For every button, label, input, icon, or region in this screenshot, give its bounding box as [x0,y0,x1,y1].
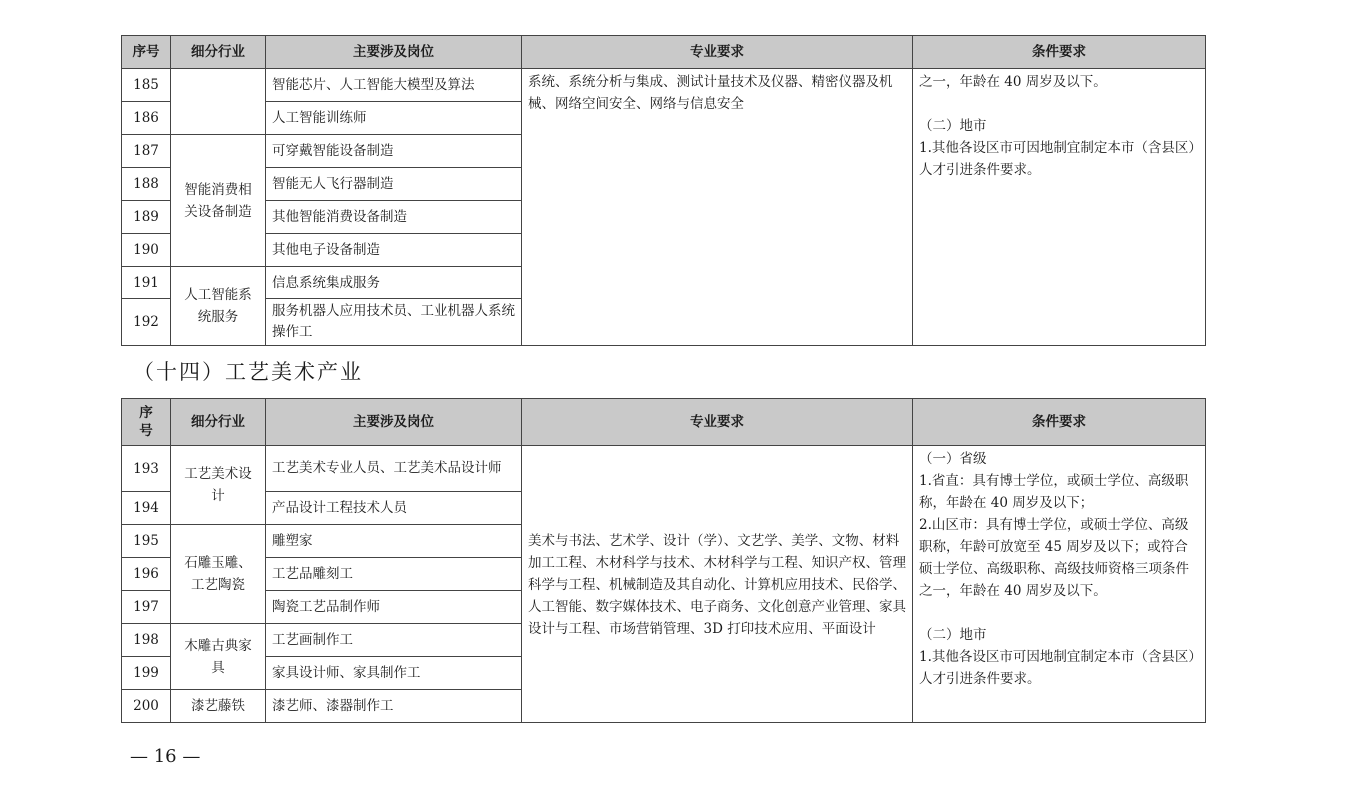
position-cell: 产品设计工程技术人员 [266,492,522,525]
row-number: 186 [122,102,171,135]
header-seq [122,399,171,446]
position-cell: 智能芯片、人工智能大模型及算法 [266,69,522,102]
industry-cell: 漆艺藤铁 [171,690,266,723]
header-industry: 细分行业 [171,399,266,446]
talent-table-arts [121,398,1206,723]
header-conditions: 条件要求 [913,36,1206,69]
table-header-row [122,36,1206,69]
row-number: 197 [122,591,171,624]
row-number: 195 [122,525,171,558]
talent-table-ai [121,35,1206,346]
row-number: 192 [122,299,171,346]
row-number: 191 [122,267,171,299]
header-seq-char: 序 [139,405,153,421]
row-number: 187 [122,135,171,168]
position-cell: 人工智能训练师 [266,102,522,135]
table-row [122,69,1206,102]
major-requirements: 美术与书法、艺术学、设计（学）、文艺学、美学、文物、材料加工工程、木材科学与技术、木材科学与工程、知识产权、管理科学与工程、机械制造及其自动化、计算机应用技术、民俗学、人工智能、数字媒体技术、电子商务、文化创意产业管理、家具设计与工程、市场营销管理、3D 打印技术应用、平面设计 [522,446,913,723]
province-item-1: 1.省直：具有博士学位，或硕士学位、高级职称，年龄在 40 周岁及以下； [919,473,1189,511]
row-number: 193 [122,446,171,492]
city-title: （二）地市 [919,627,987,643]
position-cell: 雕塑家 [266,525,522,558]
row-number: 196 [122,558,171,591]
table-row [122,446,1206,492]
condition-line: 之一，年龄在 40 周岁及以下。 [919,74,1107,90]
city-title: （二）地市 [919,118,987,134]
province-title: （一）省级 [919,451,987,467]
position-cell: 工艺品雕刻工 [266,558,522,591]
position-cell: 工艺画制作工 [266,624,522,657]
page-number: — 16 — [130,746,201,767]
table-header-row [122,399,1206,446]
province-item-2: 2.山区市：具有博士学位，或硕士学位、高级职称，年龄可放宽至 45 周岁及以下；或符合硕士学位、高级职称、高级技师资格三项条件之一，年龄在 40 周岁及以下。 [919,517,1189,599]
city-text: 1.其他各设区市可因地制宜制定本市（含县区）人才引进条件要求。 [919,140,1196,178]
industry-cell: 木雕古典家具 [171,624,266,690]
major-requirements: 系统、系统分析与集成、测试计量技术及仪器、精密仪器及机械、网络空间安全、网络与信息安全 [522,69,913,346]
row-number: 188 [122,168,171,201]
row-number: 189 [122,201,171,234]
condition-requirements [913,69,1206,346]
row-number: 185 [122,69,171,102]
industry-cell: 工艺美术设计 [171,446,266,525]
row-number: 198 [122,624,171,657]
position-cell: 家具设计师、家具制作工 [266,657,522,690]
row-number: 199 [122,657,171,690]
row-number: 190 [122,234,171,267]
header-conditions: 条件要求 [913,399,1206,446]
position-cell: 可穿戴智能设备制造 [266,135,522,168]
row-number: 200 [122,690,171,723]
header-seq: 序号 [122,36,171,69]
header-industry: 细分行业 [171,36,266,69]
position-cell: 信息系统集成服务 [266,267,522,299]
city-text: 1.其他各设区市可因地制宜制定本市（含县区）人才引进条件要求。 [919,649,1196,687]
header-positions: 主要涉及岗位 [266,36,522,69]
industry-cell: 智能消费相关设备制造 [171,135,266,267]
industry-cell: 人工智能系统服务 [171,267,266,346]
header-major: 专业要求 [522,36,913,69]
position-cell: 智能无人飞行器制造 [266,168,522,201]
section-heading: （十四）工艺美术产业 [133,360,363,384]
header-major: 专业要求 [522,399,913,446]
position-cell: 其他电子设备制造 [266,234,522,267]
row-number: 194 [122,492,171,525]
header-positions: 主要涉及岗位 [266,399,522,446]
position-cell: 服务机器人应用技术员、工业机器人系统操作工 [266,299,522,346]
position-cell: 其他智能消费设备制造 [266,201,522,234]
position-cell: 陶瓷工艺品制作师 [266,591,522,624]
position-cell: 漆艺师、漆器制作工 [266,690,522,723]
header-seq-char: 号 [139,423,153,439]
position-cell: 工艺美术专业人员、工艺美术品设计师 [266,446,522,492]
industry-cell [171,69,266,135]
condition-requirements [913,446,1206,723]
industry-cell: 石雕玉雕、工艺陶瓷 [171,525,266,624]
